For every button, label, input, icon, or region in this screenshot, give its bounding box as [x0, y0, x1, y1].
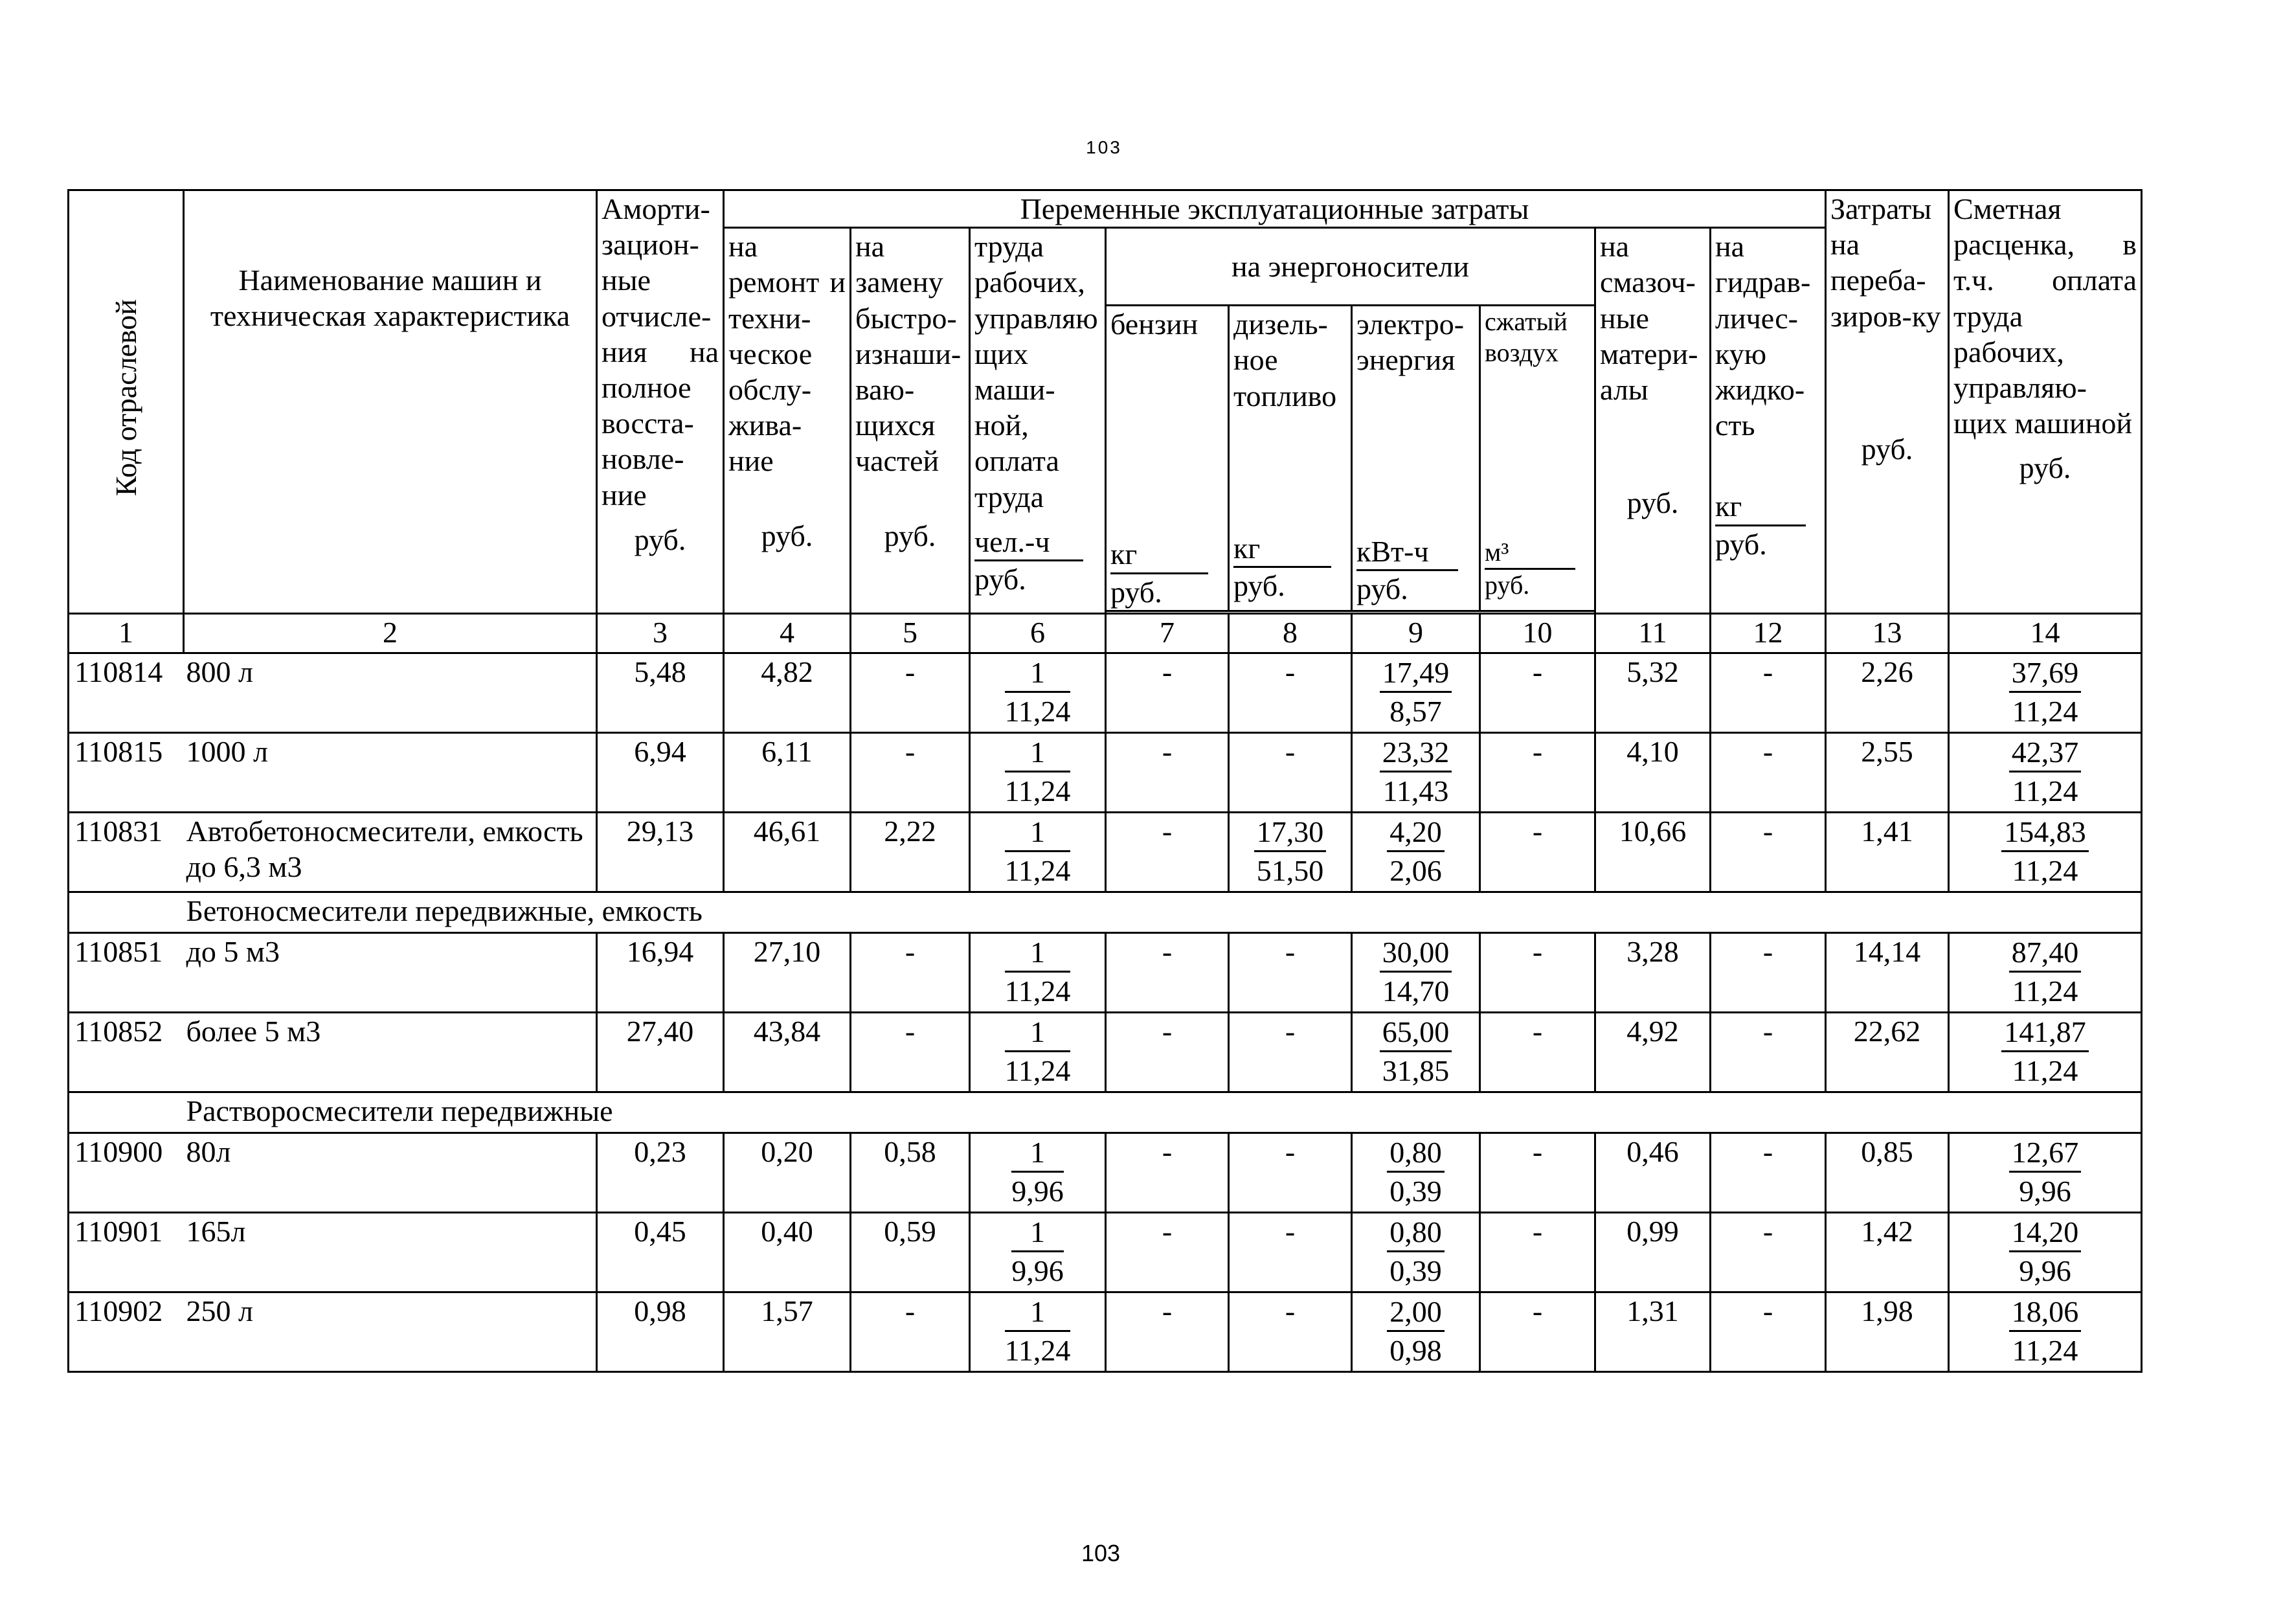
fraction: [2009, 1134, 2082, 1210]
fraction: [1005, 734, 1071, 810]
column-number-3: 3: [597, 613, 724, 653]
cell-c13: 14,14: [1826, 932, 1949, 1012]
fraction: [1254, 813, 1327, 890]
fraction: [2001, 813, 2089, 890]
column-number-14: 14: [1949, 613, 2142, 653]
header-electric: электро-энергия кВт-ч руб.: [1352, 306, 1480, 611]
cell-c12: -: [1711, 653, 1826, 732]
cell-c13: 22,62: [1826, 1012, 1949, 1092]
row-code: 110815: [69, 732, 184, 812]
cell-c8: -: [1229, 1012, 1352, 1092]
fraction-denominator: 9,96: [1011, 1254, 1064, 1288]
cell-c12: -: [1711, 1133, 1826, 1212]
fraction-numerator: 1: [1005, 1013, 1071, 1053]
cell-c11: 0,99: [1595, 1212, 1711, 1292]
fraction-numerator: 87,40: [2009, 934, 2082, 973]
cell-c10: -: [1480, 1212, 1595, 1292]
cell-c7: -: [1106, 1292, 1229, 1371]
fraction-numerator: 154,83: [2001, 813, 2089, 853]
row-code: 110852: [69, 1012, 184, 1092]
page-number-top: 103: [1086, 137, 1122, 157]
table-row: [69, 653, 2142, 732]
fraction: [1011, 1213, 1064, 1290]
fraction-numerator: 2,00: [1387, 1293, 1445, 1333]
cell-c7: -: [1106, 732, 1229, 812]
cell-c8: -: [1229, 1292, 1352, 1371]
row-code: 110851: [69, 932, 184, 1012]
cell-c7: -: [1106, 1012, 1229, 1092]
cell-c13: 1,42: [1826, 1212, 1949, 1292]
column-number-12: 12: [1711, 613, 1826, 653]
fraction-numerator: 4,20: [1387, 813, 1445, 853]
cell-c13: 1,41: [1826, 812, 1949, 892]
table-row: [69, 1133, 2142, 1212]
fraction-denominator: 9,96: [2019, 1254, 2071, 1288]
header-code: Код отраслевой: [69, 190, 184, 614]
cell-c6: [970, 1012, 1106, 1092]
cell-c10: -: [1480, 1012, 1595, 1092]
cell-c9: [1352, 1012, 1480, 1092]
fraction-denominator: 11,24: [1004, 1334, 1071, 1368]
column-number-row: [69, 613, 2142, 653]
fraction-denominator: 11,24: [1004, 1054, 1071, 1088]
cell-c6: [970, 1292, 1106, 1371]
fraction-numerator: 17,30: [1254, 813, 1327, 853]
cell-c3: 27,40: [597, 1012, 724, 1092]
cell-c9: [1352, 732, 1480, 812]
fraction: [1005, 934, 1071, 1010]
fraction: [2009, 654, 2082, 730]
table-row: [69, 1212, 2142, 1292]
cell-c4: 0,20: [724, 1133, 851, 1212]
cell-c9: [1352, 1292, 1480, 1371]
group-title: Бетоносмесители передвижные, емкость: [184, 892, 2142, 932]
header-rate: Сметная расценка, в т.ч. оплата труда рабочих, управляю-щих машиной руб.: [1949, 190, 2142, 614]
cell-c5: 0,59: [851, 1212, 970, 1292]
cell-c3: 0,23: [597, 1133, 724, 1212]
cell-c5: 2,22: [851, 812, 970, 892]
fraction: [1387, 1213, 1445, 1290]
row-name: 80л: [184, 1133, 597, 1212]
row-name: более 5 м3: [184, 1012, 597, 1092]
column-number-5: 5: [851, 613, 970, 653]
cell-c12: -: [1711, 1292, 1826, 1371]
fraction-denominator: 11,24: [2012, 854, 2078, 888]
cell-c8: -: [1229, 932, 1352, 1012]
fraction: [1005, 813, 1071, 890]
fraction-numerator: 1: [1005, 813, 1071, 853]
cell-c4: 6,11: [724, 732, 851, 812]
header-name: Наименование машин и техническая характеристика: [184, 190, 597, 614]
page-number-bottom: 103: [1081, 1540, 1121, 1566]
fraction-numerator: 65,00: [1380, 1013, 1452, 1053]
fraction-numerator: 0,80: [1387, 1134, 1445, 1173]
column-number-10: 10: [1480, 613, 1595, 653]
cell-c7: -: [1106, 653, 1229, 732]
fraction-numerator: 0,80: [1387, 1213, 1445, 1253]
cell-c5: -: [851, 1012, 970, 1092]
fraction: [1387, 1134, 1445, 1210]
cell-c3: 16,94: [597, 932, 724, 1012]
cell-c11: 10,66: [1595, 812, 1711, 892]
machine-cost-table: [67, 189, 2142, 1373]
cell-c10: -: [1480, 653, 1595, 732]
table-row: [69, 732, 2142, 812]
group-code-cell: [69, 892, 184, 932]
fraction-numerator: 1: [1005, 934, 1071, 973]
fraction-denominator: 11,24: [1004, 854, 1071, 888]
cell-c5: -: [851, 932, 970, 1012]
table-row: [69, 812, 2142, 892]
cell-c11: 3,28: [1595, 932, 1711, 1012]
cell-c14: [1949, 732, 2142, 812]
cell-c12: -: [1711, 1012, 1826, 1092]
fraction: [1005, 654, 1071, 730]
cell-c4: 27,10: [724, 932, 851, 1012]
fraction: [1005, 1293, 1071, 1370]
cell-c10: -: [1480, 812, 1595, 892]
fraction-denominator: 11,24: [1004, 695, 1071, 728]
fraction-denominator: 8,57: [1389, 695, 1442, 728]
cell-c5: 0,58: [851, 1133, 970, 1212]
row-name: 165л: [184, 1212, 597, 1292]
fraction: [1387, 1293, 1445, 1370]
column-number-2: 2: [184, 613, 597, 653]
fraction-denominator: 2,06: [1389, 854, 1442, 888]
cell-c3: 29,13: [597, 812, 724, 892]
cell-c3: 6,94: [597, 732, 724, 812]
cell-c11: 4,10: [1595, 732, 1711, 812]
cell-c11: 4,92: [1595, 1012, 1711, 1092]
cell-c10: -: [1480, 932, 1595, 1012]
column-number-13: 13: [1826, 613, 1949, 653]
group-row: [69, 1092, 2142, 1133]
cell-c12: -: [1711, 932, 1826, 1012]
fraction-numerator: 1: [1011, 1134, 1064, 1173]
cell-c14: [1949, 653, 2142, 732]
cell-c6: [970, 732, 1106, 812]
cell-c9: [1352, 1212, 1480, 1292]
cell-c6: [970, 1212, 1106, 1292]
cell-c13: 0,85: [1826, 1133, 1949, 1212]
header-petrol: бензин кг руб.: [1106, 306, 1229, 611]
fraction-numerator: 1: [1011, 1213, 1064, 1253]
fraction-denominator: 11,24: [1004, 774, 1071, 808]
fraction-denominator: 9,96: [1011, 1175, 1064, 1208]
fraction-denominator: 11,24: [2012, 695, 2078, 728]
row-name: до 5 м3: [184, 932, 597, 1012]
fraction-denominator: 11,24: [1004, 975, 1071, 1008]
column-number-11: 11: [1595, 613, 1711, 653]
row-name: 250 л: [184, 1292, 597, 1371]
cell-c7: -: [1106, 812, 1229, 892]
cell-c11: 5,32: [1595, 653, 1711, 732]
fraction-numerator: 1: [1005, 734, 1071, 773]
cell-c5: -: [851, 653, 970, 732]
header-amort: Аморти-зацион-ные отчисле-ния на полное восста-новле-ние руб.: [597, 190, 724, 614]
fraction: [2001, 1013, 2089, 1090]
fraction-denominator: 11,24: [2012, 1054, 2078, 1088]
cell-c12: -: [1711, 1212, 1826, 1292]
column-number-6: 6: [970, 613, 1106, 653]
row-code: 110900: [69, 1133, 184, 1212]
cell-c14: [1949, 1212, 2142, 1292]
fraction-denominator: 11,43: [1382, 774, 1449, 808]
cell-c9: [1352, 1133, 1480, 1212]
cell-c6: [970, 653, 1106, 732]
cell-c14: [1949, 812, 2142, 892]
table-row: [69, 1012, 2142, 1092]
header-diesel: дизель-ное топливо кг руб.: [1229, 306, 1352, 611]
header-hydraulic: на гидрав-личес-кую жидко-сть кг руб.: [1711, 228, 1826, 614]
header-parts: на замену быстро-изнаши-ваю-щихся частей руб.: [851, 228, 970, 614]
row-code: 110831: [69, 812, 184, 892]
row-name: 800 л: [184, 653, 597, 732]
row-code: 110902: [69, 1292, 184, 1371]
cell-c4: 4,82: [724, 653, 851, 732]
cell-c12: -: [1711, 812, 1826, 892]
header-repair: на ремонт и техни-ческое обслу-жива-ние руб.: [724, 228, 851, 614]
fraction-denominator: 0,98: [1389, 1334, 1442, 1368]
fraction: [2009, 734, 2082, 810]
fraction: [1380, 654, 1452, 730]
column-number-8: 8: [1229, 613, 1352, 653]
table-row: [69, 1292, 2142, 1371]
cell-c14: [1949, 1292, 2142, 1371]
header-energy: на энергоносители: [1106, 228, 1595, 306]
column-number-7: 7: [1106, 613, 1229, 653]
row-name: 1000 л: [184, 732, 597, 812]
cell-c14: [1949, 1133, 2142, 1212]
fraction: [1005, 1013, 1071, 1090]
column-number-1: 1: [69, 613, 184, 653]
cell-c8: -: [1229, 653, 1352, 732]
fraction-numerator: 141,87: [2001, 1013, 2089, 1053]
fraction-numerator: 42,37: [2009, 734, 2082, 773]
cell-c6: [970, 812, 1106, 892]
cell-c11: 0,46: [1595, 1133, 1711, 1212]
fraction: [2009, 934, 2082, 1010]
table-row: [69, 932, 2142, 1012]
cell-c10: -: [1480, 732, 1595, 812]
fraction-numerator: 14,20: [2009, 1213, 2082, 1253]
cell-c7: -: [1106, 932, 1229, 1012]
cell-c12: -: [1711, 732, 1826, 812]
cell-c3: 0,45: [597, 1212, 724, 1292]
row-code: 110814: [69, 653, 184, 732]
fraction: [1380, 734, 1452, 810]
cell-c4: 46,61: [724, 812, 851, 892]
fraction-denominator: 11,24: [2012, 774, 2078, 808]
fraction-numerator: 30,00: [1380, 934, 1452, 973]
group-row: [69, 892, 2142, 932]
fraction: [1380, 934, 1452, 1010]
cell-c11: 1,31: [1595, 1292, 1711, 1371]
cell-c8: -: [1229, 1133, 1352, 1212]
fraction-denominator: 0,39: [1389, 1254, 1442, 1288]
header-air: сжатый воздух м³ руб.: [1480, 306, 1595, 611]
cell-c8: -: [1229, 1212, 1352, 1292]
fraction: [1380, 1013, 1452, 1090]
row-code: 110901: [69, 1212, 184, 1292]
fraction-numerator: 12,67: [2009, 1134, 2082, 1173]
cell-c6: [970, 932, 1106, 1012]
fraction-denominator: 31,85: [1382, 1054, 1450, 1088]
fraction-denominator: 0,39: [1389, 1175, 1442, 1208]
cell-c5: -: [851, 732, 970, 812]
fraction-denominator: 51,50: [1256, 854, 1324, 888]
column-number-4: 4: [724, 613, 851, 653]
cell-c3: 5,48: [597, 653, 724, 732]
cell-c9: [1352, 932, 1480, 1012]
column-number-9: 9: [1352, 613, 1480, 653]
header-lube: на смазоч-ные матери-алы руб.: [1595, 228, 1711, 614]
fraction-numerator: 1: [1005, 654, 1071, 694]
fraction-denominator: 14,70: [1382, 975, 1450, 1008]
group-code-cell: [69, 1092, 184, 1133]
cell-c14: [1949, 932, 2142, 1012]
cell-c8: [1229, 812, 1352, 892]
fraction-denominator: 11,24: [2012, 975, 2078, 1008]
fraction: [1011, 1134, 1064, 1210]
cell-c10: -: [1480, 1133, 1595, 1212]
fraction-numerator: 1: [1005, 1293, 1071, 1333]
fraction: [2009, 1293, 2082, 1370]
cell-c8: -: [1229, 732, 1352, 812]
cell-c9: [1352, 812, 1480, 892]
cell-c9: [1352, 653, 1480, 732]
cell-c13: 2,55: [1826, 732, 1949, 812]
cell-c3: 0,98: [597, 1292, 724, 1371]
cell-c4: 1,57: [724, 1292, 851, 1371]
fraction: [1387, 813, 1445, 890]
cell-c10: -: [1480, 1292, 1595, 1371]
header-variable-costs: Переменные эксплуатационные затраты: [724, 190, 1826, 228]
fraction-numerator: 18,06: [2009, 1293, 2082, 1333]
fraction-numerator: 23,32: [1380, 734, 1452, 773]
cell-c7: -: [1106, 1212, 1229, 1292]
cell-c5: -: [851, 1292, 970, 1371]
fraction-denominator: 11,24: [2012, 1334, 2078, 1368]
fraction-numerator: 17,49: [1380, 654, 1452, 694]
fraction-numerator: 37,69: [2009, 654, 2082, 694]
group-title: Растворосмесители передвижные: [184, 1092, 2142, 1133]
fraction: [2009, 1213, 2082, 1290]
cell-c6: [970, 1133, 1106, 1212]
header-transfer: Затраты на переба-зиров-ку руб.: [1826, 190, 1949, 614]
cell-c4: 43,84: [724, 1012, 851, 1092]
fraction-denominator: 9,96: [2019, 1175, 2071, 1208]
header-labor: труда рабочих, управляю щих маши-ной, оплата труда чел.-ч руб.: [970, 228, 1106, 614]
cell-c14: [1949, 1012, 2142, 1092]
cell-c13: 1,98: [1826, 1292, 1949, 1371]
cell-c13: 2,26: [1826, 653, 1949, 732]
cell-c7: -: [1106, 1133, 1229, 1212]
cell-c4: 0,40: [724, 1212, 851, 1292]
row-name: Автобетоносмесители, емкость до 6,3 м3: [184, 812, 597, 892]
